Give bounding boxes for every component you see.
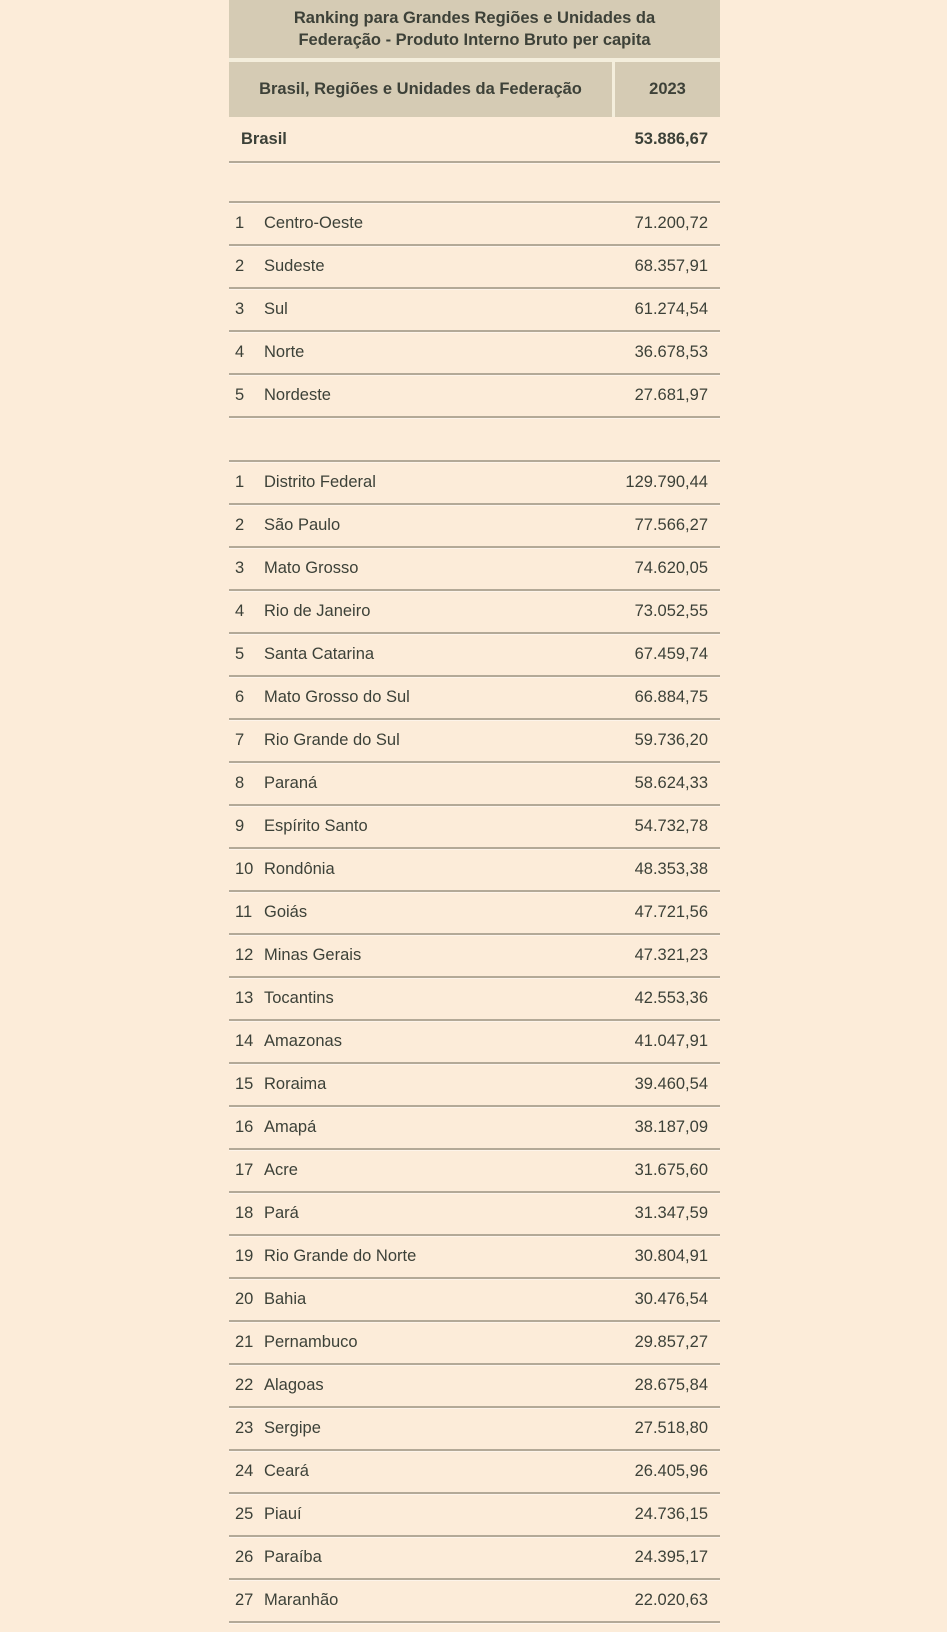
name-cell: Bahia [264,1290,307,1308]
rank-cell: 23 [235,1419,254,1437]
value-cell: 47.721,56 [634,903,708,921]
name-cell: Tocantins [264,989,334,1007]
rank-cell: 20 [235,1290,254,1308]
value-cell: 71.200,72 [634,214,708,232]
rank-cell: 7 [235,731,245,749]
value-cell: 39.460,54 [634,1075,708,1093]
table-row [229,849,720,892]
value-cell: 68.357,91 [634,257,708,275]
value-cell: 31.347,59 [634,1204,708,1222]
table-row [229,591,720,634]
value-cell: 73.052,55 [634,602,708,620]
column-header-row [229,62,720,117]
name-cell: Nordeste [264,386,331,404]
name-cell: Rio Grande do Norte [264,1247,417,1265]
brasil-total-row [229,117,720,163]
rank-cell: 12 [235,946,254,964]
rank-cell: 6 [235,688,245,706]
value-cell: 27.681,97 [634,386,708,404]
table-row [229,1064,720,1107]
table-row [229,1193,720,1236]
table-row [229,677,720,720]
name-cell: Amapá [264,1118,317,1136]
value-cell: 66.884,75 [634,688,708,706]
table-row [229,1537,720,1580]
table-row [229,505,720,548]
name-cell: Pernambuco [264,1333,358,1351]
name-cell: Distrito Federal [264,473,376,491]
states-ranking-section [229,462,720,1623]
rank-cell: 1 [235,473,245,491]
section-spacer [229,418,720,462]
table-row [229,332,720,375]
value-cell: 38.187,09 [634,1118,708,1136]
table-row [229,1451,720,1494]
name-cell: Sergipe [264,1419,321,1437]
rank-cell: 24 [235,1462,254,1480]
value-cell: 42.553,36 [634,989,708,1007]
rank-cell: 4 [235,343,245,361]
name-cell: Acre [264,1161,298,1179]
table-row [229,935,720,978]
name-cell: Minas Gerais [264,946,362,964]
rank-cell: 5 [235,645,245,663]
name-cell: Norte [264,343,305,361]
rank-cell: 21 [235,1333,254,1351]
table-row [229,246,720,289]
value-cell: 77.566,27 [634,516,708,534]
rank-cell: 10 [235,860,254,878]
name-cell: Pará [264,1204,299,1222]
value-cell: 36.678,53 [634,343,708,361]
regions-ranking-section [229,203,720,418]
name-cell: Santa Catarina [264,645,375,663]
value-cell: 61.274,54 [634,300,708,318]
rank-cell: 2 [235,257,245,275]
value-cell: 30.476,54 [634,1290,708,1308]
name-cell: Alagoas [264,1376,324,1394]
ranking-table [229,0,720,1623]
table-row [229,462,720,505]
value-cell: 54.732,78 [634,817,708,835]
rank-cell: 19 [235,1247,254,1265]
table-row [229,634,720,677]
name-cell: Amazonas [264,1032,342,1050]
name-cell: Paraná [264,774,318,792]
name-cell: Sudeste [264,257,325,275]
column-header-year: 2023 [615,62,720,117]
rank-cell: 18 [235,1204,254,1222]
table-row [229,1107,720,1150]
table-row [229,1279,720,1322]
rank-cell: 22 [235,1376,254,1394]
table-row [229,1494,720,1537]
rank-cell: 3 [235,300,245,318]
rank-cell: 3 [235,559,245,577]
value-cell: 27.518,80 [634,1419,708,1437]
rank-cell: 1 [235,214,245,232]
name-cell: Ceará [264,1462,309,1480]
rank-cell: 27 [235,1591,254,1609]
value-cell: 59.736,20 [634,731,708,749]
name-cell: Espírito Santo [264,817,368,835]
table-row [229,1150,720,1193]
rank-cell: 4 [235,602,245,620]
value-cell: 129.790,44 [625,473,708,491]
value-cell: 26.405,96 [634,1462,708,1480]
rank-cell: 2 [235,516,245,534]
name-cell: São Paulo [264,516,341,534]
name-cell: Goiás [264,903,308,921]
rank-cell: 5 [235,386,245,404]
table-row [229,978,720,1021]
name-cell: Mato Grosso do Sul [264,688,410,706]
rank-cell: 17 [235,1161,254,1179]
value-cell: 22.020,63 [634,1591,708,1609]
table-row [229,1365,720,1408]
table-row [229,720,720,763]
rank-cell: 26 [235,1548,254,1566]
rank-cell: 16 [235,1118,254,1136]
table-row [229,1408,720,1451]
name-cell: Rio de Janeiro [264,602,371,620]
value-cell: 24.395,17 [634,1548,708,1566]
rank-cell: 8 [235,774,245,792]
name-cell: Sul [264,300,288,318]
value-cell: 74.620,05 [634,559,708,577]
value-cell: 47.321,23 [634,946,708,964]
value-cell: 58.624,33 [634,774,708,792]
table-row [229,1021,720,1064]
table-row [229,806,720,849]
value-cell: 31.675,60 [634,1161,708,1179]
name-cell: Paraíba [264,1548,322,1566]
table-row [229,548,720,591]
rank-cell: 14 [235,1032,254,1050]
name-cell: Mato Grosso [264,559,359,577]
table-row [229,763,720,806]
brasil-label: Brasil [241,129,287,148]
rank-cell: 11 [235,903,253,921]
table-row [229,375,720,418]
name-cell: Roraima [264,1075,327,1093]
rank-cell: 13 [235,989,254,1007]
value-cell: 67.459,74 [634,645,708,663]
value-cell: 30.804,91 [634,1247,708,1265]
value-cell: 41.047,91 [634,1032,708,1050]
table-row [229,289,720,332]
rank-cell: 25 [235,1505,254,1523]
name-cell: Rio Grande do Sul [264,731,400,749]
rank-cell: 15 [235,1075,254,1093]
table-row [229,1236,720,1279]
section-spacer [229,163,720,203]
name-cell: Rondônia [264,860,335,878]
brasil-value: 53.886,67 [634,129,708,148]
value-cell: 29.857,27 [634,1333,708,1351]
table-row [229,1580,720,1623]
value-cell: 48.353,38 [634,860,708,878]
name-cell: Piauí [264,1505,302,1523]
table-row [229,892,720,935]
table-title: Ranking para Grandes Regiões e Unidades da Federação - Produto Interno Bruto per capita [229,0,720,58]
column-header-entity: Brasil, Regiões e Unidades da Federação [229,62,612,117]
value-cell: 24.736,15 [634,1505,708,1523]
name-cell: Centro-Oeste [264,214,364,232]
table-row [229,203,720,246]
rank-cell: 9 [235,817,245,835]
value-cell: 28.675,84 [634,1376,708,1394]
table-row [229,1322,720,1365]
name-cell: Maranhão [264,1591,339,1609]
